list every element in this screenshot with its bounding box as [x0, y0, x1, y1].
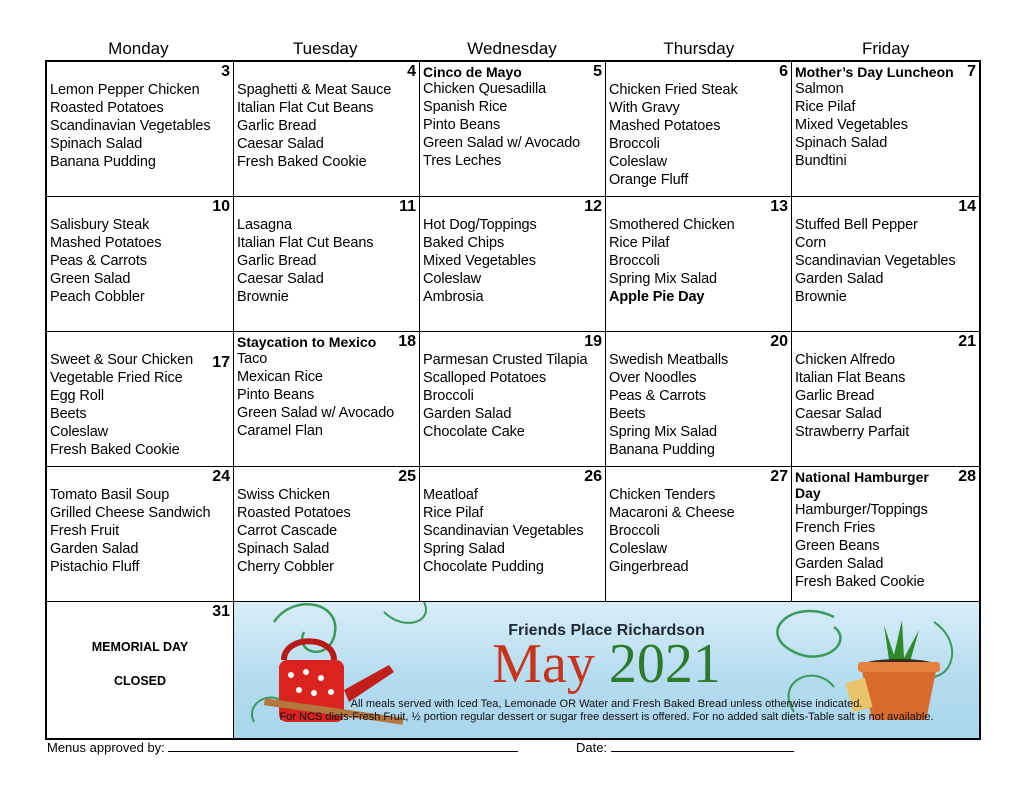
- weekday-friday: Friday: [861, 39, 910, 58]
- month-name: May: [492, 633, 595, 695]
- menu-item: Peas & Carrots: [50, 253, 147, 269]
- menu-item: Green Salad w/ Avocado: [423, 135, 581, 151]
- special-event-title: Staycation to Mexico: [237, 334, 377, 350]
- menu-item: Salmon: [795, 81, 844, 97]
- menu-item: Mashed Potatoes: [50, 235, 162, 251]
- menu-item: Orange Fluff: [609, 172, 689, 188]
- approved-by-label: Menus approved by:: [47, 740, 165, 755]
- day-number: 13: [770, 198, 788, 215]
- menu-item: Garden Salad: [423, 406, 512, 422]
- menu-item: Beets: [50, 406, 87, 422]
- beverage-note: All meals served with Iced Tea, Lemonade OR Water and Fresh Baked Bread unless otherwise indicated.: [350, 698, 863, 710]
- menu-item: Swedish Meatballs: [609, 352, 729, 368]
- date-line: [576, 739, 794, 755]
- menu-item-list: [423, 351, 602, 441]
- menu-item: Smothered Chicken: [609, 217, 735, 233]
- menu-item: Taco: [237, 351, 268, 367]
- menu-item: Spinach Salad: [237, 541, 330, 557]
- menu-item-list: [50, 486, 230, 576]
- day-number: 12: [584, 198, 602, 215]
- special-event-title: Mother’s Day Luncheon: [795, 64, 954, 80]
- menu-item: Green Beans: [795, 538, 880, 554]
- menu-item: Beets: [609, 406, 646, 422]
- day-cell-3: [47, 62, 234, 197]
- memorial-day-label: MEMORIAL DAY: [91, 640, 189, 654]
- menu-item: Garden Salad: [795, 556, 884, 572]
- menu-item: Garden Salad: [50, 541, 139, 557]
- menu-item: Strawberry Parfait: [795, 424, 910, 440]
- day-number: 25: [398, 468, 416, 485]
- menu-item: Scandinavian Vegetables: [50, 118, 211, 134]
- day-cell-11: [234, 197, 420, 332]
- menu-item: Gingerbread: [609, 559, 689, 575]
- day-number: 20: [770, 333, 788, 350]
- menu-item: Vegetable Fried Rice: [50, 370, 183, 386]
- menu-item: Lemon Pepper Chicken: [50, 82, 200, 98]
- menu-item: Salisbury Steak: [50, 217, 150, 233]
- day-cell-26: [420, 467, 606, 602]
- menu-item: With Gravy: [609, 100, 680, 116]
- menu-item-list: [795, 80, 976, 170]
- menu-item: Pinto Beans: [237, 387, 315, 403]
- menu-item-list: [50, 81, 230, 171]
- menu-item: Rice Pilaf: [795, 99, 856, 115]
- menu-item: Coleslaw: [423, 271, 482, 287]
- day-number: 14: [958, 198, 976, 215]
- day-cell-14: [792, 197, 979, 332]
- day-number: 21: [958, 333, 976, 350]
- menu-item: Chicken Fried Steak: [609, 82, 738, 98]
- menu-item: Parmesan Crusted Tilapia: [423, 352, 588, 368]
- menu-item: Hot Dog/Toppings: [423, 217, 537, 233]
- special-event-title: Cinco de Mayo: [423, 64, 522, 80]
- day-number: 10: [212, 198, 230, 215]
- day-cell-17: [47, 332, 234, 467]
- day-number: 3: [221, 63, 230, 80]
- day-number: 31: [212, 603, 230, 620]
- day-number: 7: [967, 63, 976, 80]
- day-cell-21: [792, 332, 979, 467]
- menu-item: Spaghetti & Meat Sauce: [237, 82, 392, 98]
- special-event-title: Apple Pie Day: [609, 289, 705, 305]
- menu-item: Scandinavian Vegetables: [423, 523, 584, 539]
- menu-item-list: [609, 486, 788, 576]
- menu-item-list: [795, 351, 976, 441]
- day-cell-12: [420, 197, 606, 332]
- day-number: 4: [407, 63, 416, 80]
- menu-item: Chicken Alfredo: [795, 352, 896, 368]
- approval-line: [47, 739, 518, 755]
- menu-item: Caesar Salad: [237, 136, 324, 152]
- menu-item-list: [609, 216, 788, 306]
- day-number: 19: [584, 333, 602, 350]
- weekday-wednesday: Wednesday: [467, 39, 557, 58]
- menu-item: French Fries: [795, 520, 876, 536]
- year: 2021: [608, 633, 721, 695]
- menu-item: Garlic Bread: [237, 118, 317, 134]
- organization-name: Friends Place Richardson: [508, 622, 705, 639]
- menu-item: Chicken Tenders: [609, 487, 716, 503]
- menu-item: Fresh Fruit: [50, 523, 119, 539]
- menu-item: Green Salad: [50, 271, 131, 287]
- menu-item: Garlic Bread: [795, 388, 875, 404]
- day-cell-5: [420, 62, 606, 197]
- menu-item-list: [609, 351, 788, 459]
- menu-item: Broccoli: [609, 136, 660, 152]
- menu-item: Italian Flat Beans: [795, 370, 906, 386]
- menu-item: Pistachio Fluff: [50, 559, 140, 575]
- menu-item: Fresh Baked Cookie: [237, 154, 367, 170]
- menu-item: Rice Pilaf: [609, 235, 670, 251]
- weekday-thursday: Thursday: [663, 39, 735, 58]
- menu-item: Broccoli: [609, 253, 660, 269]
- menu-item: Peas & Carrots: [609, 388, 706, 404]
- menu-item: Stuffed Bell Pepper: [795, 217, 918, 233]
- day-number: 11: [399, 198, 416, 215]
- day-cell-27: [606, 467, 792, 602]
- menu-item-list: [423, 216, 602, 306]
- weekday-tuesday: Tuesday: [292, 39, 358, 58]
- menu-calendar-grid: [45, 60, 981, 740]
- day-cell-13: [606, 197, 792, 332]
- closed-label: CLOSED: [113, 674, 167, 688]
- menu-item: Mexican Rice: [237, 369, 323, 385]
- menu-item: Tomato Basil Soup: [50, 487, 170, 503]
- menu-item-list: [237, 216, 416, 306]
- menu-item: Tres Leches: [423, 153, 502, 169]
- menu-item: Carrot Cascade: [237, 523, 338, 539]
- menu-item-list: [795, 501, 976, 591]
- menu-item-list: [609, 81, 788, 189]
- menu-item: Scandinavian Vegetables: [795, 253, 956, 269]
- menu-item: Hamburger/Toppings: [795, 502, 928, 518]
- day-number: 17: [212, 354, 230, 371]
- day-number: 6: [779, 63, 788, 80]
- menu-item: Roasted Potatoes: [50, 100, 164, 116]
- menu-item-list: [50, 216, 230, 306]
- day-cell-31: [47, 602, 234, 738]
- diet-note: For NCS diets-Fresh Fruit, ½ portion regular dessert or sugar free dessert is offered. For no added salt diets-Table salt is not available.: [279, 711, 934, 723]
- menu-item: Spinach Salad: [50, 136, 143, 152]
- menu-item: Mashed Potatoes: [609, 118, 721, 134]
- menu-item: Brownie: [795, 289, 847, 305]
- day-number: 28: [958, 468, 976, 485]
- menu-item: Chocolate Cake: [423, 424, 525, 440]
- menu-item: Swiss Chicken: [237, 487, 330, 503]
- menu-item: Broccoli: [423, 388, 474, 404]
- menu-item: Scalloped Potatoes: [423, 370, 547, 386]
- menu-item: Garlic Bread: [237, 253, 317, 269]
- menu-item: Fresh Baked Cookie: [50, 442, 180, 458]
- day-cell-18: [234, 332, 420, 467]
- menu-item-list: [237, 350, 416, 440]
- day-cell-10: [47, 197, 234, 332]
- menu-item: Pinto Beans: [423, 117, 501, 133]
- menu-item: Broccoli: [609, 523, 660, 539]
- menu-item: Italian Flat Cut Beans: [237, 100, 374, 116]
- date-label: Date:: [576, 740, 608, 755]
- menu-item: Peach Cobbler: [50, 289, 145, 305]
- weekday-header-row: [45, 38, 979, 60]
- menu-item: Cherry Cobbler: [237, 559, 334, 575]
- day-number: 24: [212, 468, 230, 485]
- weekday-monday: Monday: [108, 39, 169, 58]
- menu-item: Spring Mix Salad: [609, 271, 718, 287]
- menu-item: Corn: [795, 235, 827, 251]
- day-cell-20: [606, 332, 792, 467]
- day-cell-6: [606, 62, 792, 197]
- menu-item: Meatloaf: [423, 487, 478, 503]
- menu-item-list: [237, 486, 416, 576]
- day-cell-25: [234, 467, 420, 602]
- menu-item: Coleslaw: [609, 154, 668, 170]
- day-cell-24: [47, 467, 234, 602]
- menu-item-list: [423, 486, 602, 576]
- day-number: 18: [398, 333, 416, 350]
- menu-item: Roasted Potatoes: [237, 505, 351, 521]
- menu-item: Ambrosia: [423, 289, 484, 305]
- menu-item: Italian Flat Cut Beans: [237, 235, 374, 251]
- menu-item: Spinach Salad: [795, 135, 888, 151]
- day-number: 26: [584, 468, 602, 485]
- day-cell-7: [792, 62, 979, 197]
- menu-item: Chicken Quesadilla: [423, 81, 547, 97]
- approved-by-signature-line[interactable]: [168, 739, 518, 752]
- menu-item: Caramel Flan: [237, 423, 323, 439]
- menu-item: Bundtini: [795, 153, 847, 169]
- date-signature-line[interactable]: [611, 739, 794, 752]
- menu-item: Coleslaw: [609, 541, 668, 557]
- menu-item: Caesar Salad: [237, 271, 324, 287]
- menu-item: Mixed Vegetables: [795, 117, 908, 133]
- menu-item: Caesar Salad: [795, 406, 882, 422]
- menu-item: Green Salad w/ Avocado: [237, 405, 395, 421]
- menu-item-list: [50, 351, 230, 459]
- menu-item: Over Noodles: [609, 370, 697, 386]
- menu-item: Brownie: [237, 289, 289, 305]
- day-number: 5: [593, 63, 602, 80]
- menu-item: Egg Roll: [50, 388, 105, 404]
- menu-item-list: [423, 80, 602, 170]
- menu-item: Fresh Baked Cookie: [795, 574, 925, 590]
- day-cell-4: [234, 62, 420, 197]
- menu-item: Macaroni & Cheese: [609, 505, 735, 521]
- menu-item: Spanish Rice: [423, 99, 508, 115]
- special-event-title: National Hamburger Day: [795, 469, 929, 501]
- day-number: 27: [770, 468, 788, 485]
- menu-item-list: [795, 216, 976, 306]
- menu-item: Sweet & Sour Chicken: [50, 352, 194, 368]
- menu-item: Spring Mix Salad: [609, 424, 718, 440]
- menu-item: Garden Salad: [795, 271, 884, 287]
- menu-item: Coleslaw: [50, 424, 109, 440]
- month-year-title: [234, 632, 979, 696]
- menu-item-list: [237, 81, 416, 171]
- menu-item: Banana Pudding: [609, 442, 715, 458]
- menu-item: Rice Pilaf: [423, 505, 484, 521]
- menu-item: Grilled Cheese Sandwich: [50, 505, 211, 521]
- menu-item: Banana Pudding: [50, 154, 156, 170]
- menu-item: Mixed Vegetables: [423, 253, 536, 269]
- menu-item: Spring Salad: [423, 541, 505, 557]
- menu-item: Baked Chips: [423, 235, 505, 251]
- menu-item: Chocolate Pudding: [423, 559, 544, 575]
- menu-item: Lasagna: [237, 217, 292, 233]
- day-cell-28: [792, 467, 979, 602]
- day-cell-19: [420, 332, 606, 467]
- month-banner: [234, 602, 979, 738]
